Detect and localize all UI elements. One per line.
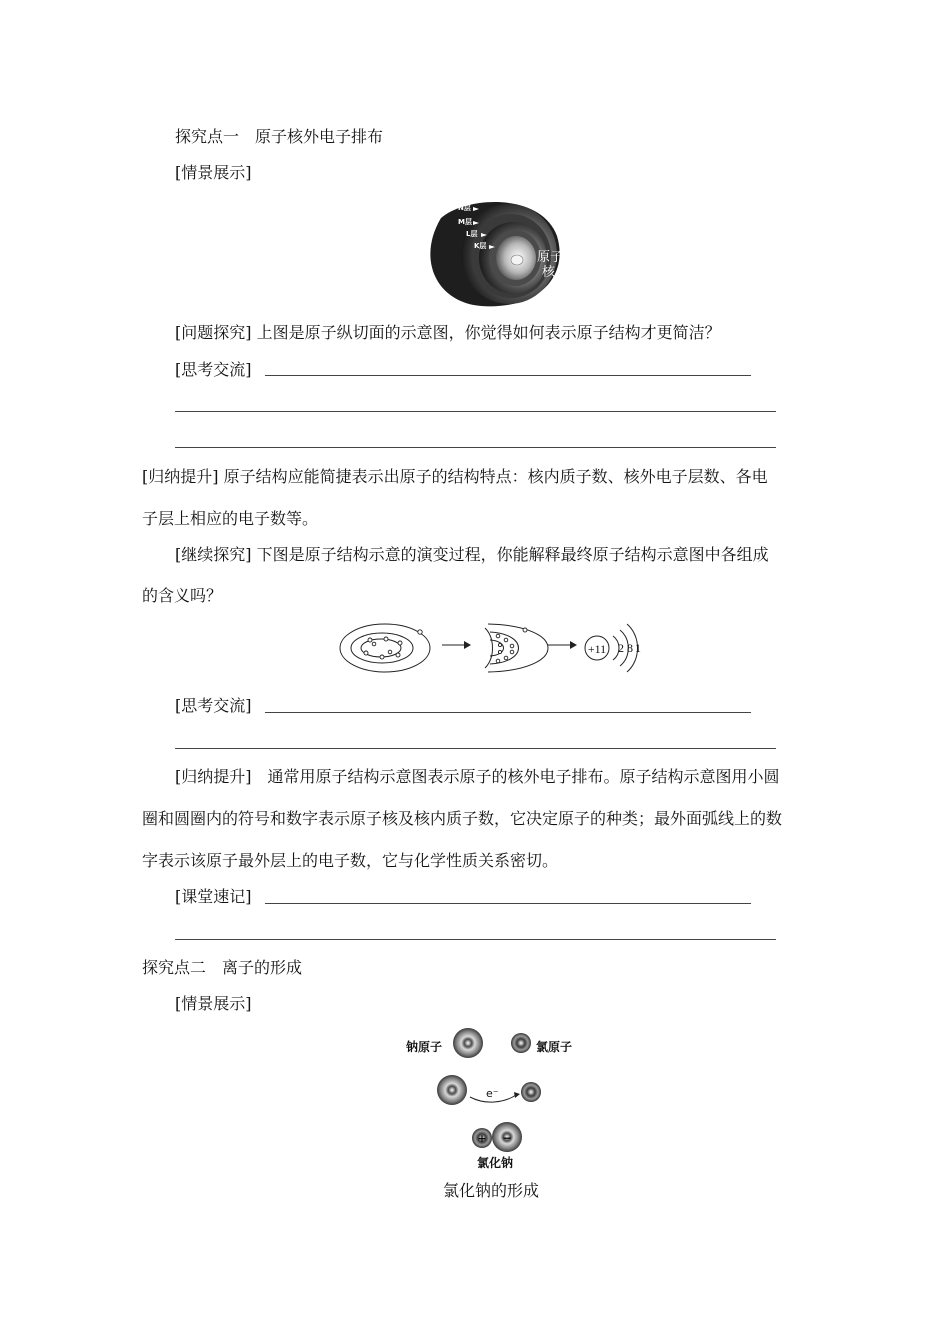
answer-blank-2[interactable] (175, 411, 776, 412)
section-title-2: 探究点二 离子的形成 (142, 958, 303, 977)
summary-text-line2: 子层上相应的电子数等。 (142, 509, 319, 528)
electron-label: e⁻ (486, 1087, 499, 1100)
continue-text-line2: 的含义吗？ (142, 586, 223, 605)
notes-blank-1[interactable] (265, 903, 751, 904)
sodium-atom-giving-icon (437, 1075, 467, 1105)
shell-electrons-1: 2 (618, 641, 624, 655)
shell-label-l: L层 (466, 230, 478, 238)
scene-label-2: [情景展示] (175, 994, 252, 1013)
nucleus-label-line1: 原子 (537, 250, 564, 265)
continue-text-line1: [继续探究] 下图是原子结构示意的演变过程，你能解释最终原子结构示意图中各组成 (175, 545, 769, 564)
atom-diagram-evolution-figure (338, 620, 650, 676)
answer-blank-1[interactable] (265, 375, 751, 376)
figure-caption: 氯化钠的形成 (443, 1181, 540, 1200)
question-text: [问题探究] 上图是原子纵切面的示意图，你觉得如何表示原子结构才更简洁？ (175, 323, 721, 342)
discuss-label-2: [思考交流] (175, 696, 252, 715)
shell-electrons-2: 8 (627, 641, 633, 655)
nucleus-charge-label: +11 (587, 642, 607, 656)
shell-label-k: K层 (474, 242, 487, 250)
summary2-text-line2: 圈和圆圈内的符号和数字表示原子核及核内质子数，它决定原子的种类；最外面弧线上的数 (142, 809, 783, 828)
section-title-1: 探究点一 原子核外电子排布 (175, 127, 384, 146)
summary2-text-line3: 字表示该原子最外层上的电子数，它与化学性质关系密切。 (142, 851, 559, 870)
minus-sign: − (501, 1131, 513, 1145)
notes-blank-2[interactable] (175, 939, 776, 940)
shell-label-n: N层 (458, 204, 471, 212)
summary2-text-line1: [归纳提升] 通常用原子结构示意图表示原子的核外电子排布。原子结构示意图用小圆 (175, 767, 780, 786)
nacl-formation-figure (400, 1025, 600, 1175)
discuss-label-1: [思考交流] (175, 360, 252, 379)
shell-electrons-3: 1 (635, 641, 641, 655)
chlorine-atom-icon (511, 1033, 531, 1053)
answer-blank-4[interactable] (265, 712, 751, 713)
shell-label-m: M层 (458, 218, 472, 226)
plus-sign: + (477, 1132, 487, 1145)
answer-blank-5[interactable] (175, 748, 776, 749)
answer-blank-3[interactable] (175, 447, 776, 448)
chlorine-atom-label: 氯原子 (536, 1040, 573, 1054)
nucleus-label-line2: 核 (542, 265, 556, 280)
atom-cross-section-figure (421, 196, 564, 308)
sodium-atom-icon (453, 1028, 483, 1058)
chlorine-atom-receiving-icon (521, 1082, 541, 1102)
sodium-atom-label: 钠原子 (406, 1040, 443, 1054)
notes-label: [课堂速记] (175, 887, 252, 906)
product-label: 氯化钠 (476, 1156, 514, 1170)
summary-text-line1: [归纳提升] 原子结构应能简捷表示出原子的结构特点：核内质子数、核外电子层数、各电 (142, 467, 768, 486)
scene-label-1: [情景展示] (175, 163, 252, 182)
